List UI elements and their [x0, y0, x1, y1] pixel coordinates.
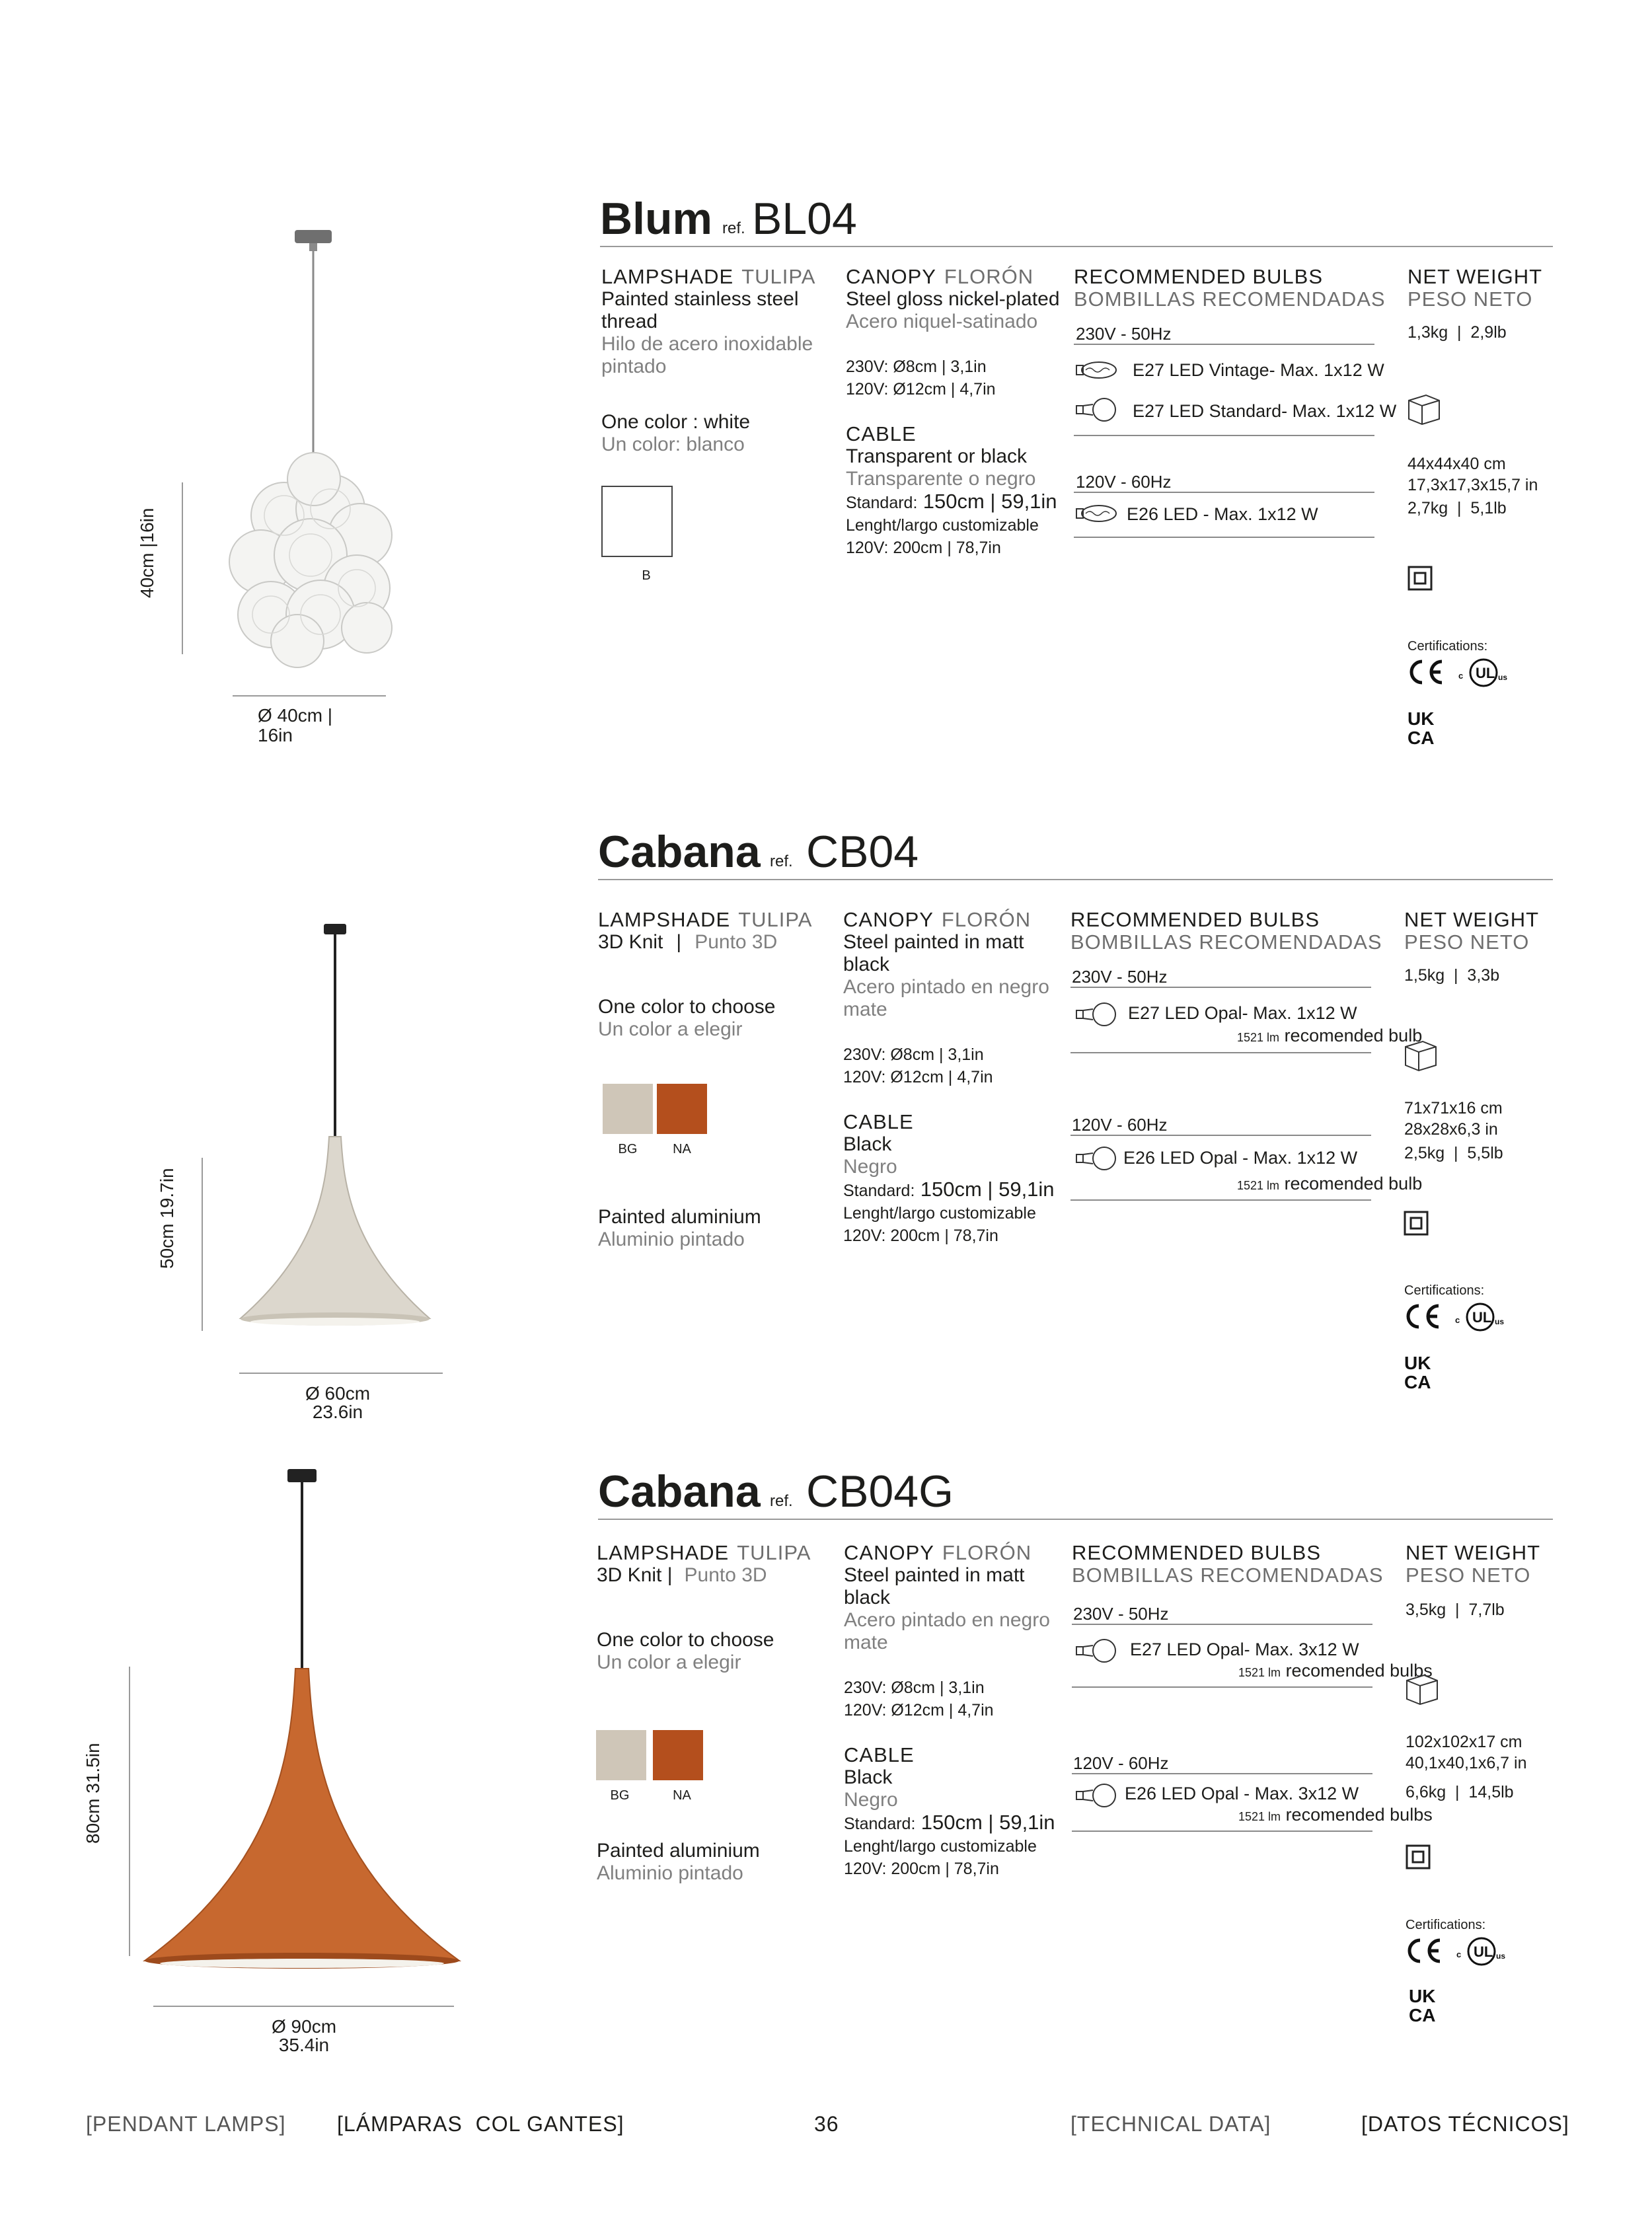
canopy-heading: CANOPY FLORÓN — [846, 265, 1034, 288]
svg-text:CA: CA — [1409, 2005, 1436, 2024]
lampshade-knit: 3D Knit | Punto 3D — [598, 931, 778, 953]
cable-es: Negro — [843, 1156, 897, 1178]
height-dimension-label: 50cm 19.7in — [157, 1168, 177, 1269]
cable-en: Black — [843, 1133, 892, 1155]
box-dimensions-in: 28x28x6,3 in — [1404, 1120, 1498, 1139]
standard-bulb-icon — [1074, 396, 1119, 423]
cable-custom: Lenght/largo customizable — [846, 516, 1039, 535]
bulb-230-0-note: 1521 lm recomended bulb — [1237, 1026, 1423, 1045]
standard-bulb-icon — [1074, 1145, 1119, 1172]
lampshade-column — [598, 909, 829, 1041]
canopy-material-es: Acero niquel-satinado — [846, 311, 1038, 332]
canopy-size-120: 120V: Ø12cm | 4,7in — [844, 1701, 994, 1719]
color-swatch-bg[interactable] — [596, 1730, 646, 1780]
product-ref-code: CB04G — [806, 1466, 954, 1517]
ul-mark-icon — [1455, 1936, 1508, 1967]
cabana-cb04-lamp-illustration — [231, 919, 449, 1341]
canopy-column — [844, 1542, 1062, 1880]
certifications-label: Certifications: — [1404, 1283, 1485, 1298]
bulb-230-1: E27 LED Standard- Max. 1x12 W — [1133, 401, 1397, 421]
bulb-120-0-note: 1521 lm recomended bulb — [1237, 1174, 1423, 1193]
gross-weight: 2,5kg | 5,5lb — [1404, 1144, 1503, 1162]
canopy-size-230: 230V: Ø8cm | 3,1in — [846, 358, 987, 376]
box-icon — [1406, 390, 1442, 426]
box-dimensions-in: 17,3x17,3x15,7 in — [1408, 476, 1538, 494]
bulbs-heading: RECOMMENDED BULBS — [1072, 1541, 1321, 1564]
class-ii-icon — [1404, 1211, 1429, 1236]
lampshade-knit: 3D Knit | Punto 3D — [597, 1564, 767, 1586]
voltage-230: 230V - 50Hz — [1073, 1604, 1169, 1624]
canopy-material-en: Steel painted in matt black — [843, 931, 1024, 975]
height-dimension-line — [129, 1667, 130, 1956]
cable-heading: CABLE — [846, 422, 917, 445]
bulb-230-0-note: 1521 lm recomended bulbs — [1238, 1661, 1433, 1680]
voltage-230: 230V - 50Hz — [1072, 967, 1168, 987]
canopy-material-en: Steel painted in matt black — [844, 1564, 1025, 1608]
bulb-120-0-note: 1521 lm recomended bulbs — [1238, 1805, 1433, 1825]
cabana-cb04g-lamp-illustration — [142, 1464, 472, 1979]
swatch-label-bg: BG — [618, 1142, 638, 1156]
ce-mark-icon — [1403, 1302, 1444, 1331]
canopy-material-es: Acero pintado en negro mate — [843, 976, 1049, 1020]
inner-material: Painted aluminium Aluminio pintado — [598, 1206, 761, 1250]
cable-heading: CABLE — [843, 1110, 914, 1133]
bulb-230-0: E27 LED Opal- Max. 1x12 W — [1128, 1003, 1357, 1023]
cable-heading: CABLE — [844, 1743, 915, 1766]
ce-mark-icon — [1404, 1936, 1445, 1965]
svg-text:UL: UL — [1474, 1944, 1493, 1960]
weight-heading-es: PESO NETO — [1408, 287, 1533, 311]
product-title-row — [600, 193, 1553, 247]
bulb-230-0: E27 LED Vintage- Max. 1x12 W — [1133, 360, 1384, 380]
cable-es: Negro — [844, 1789, 898, 1811]
bulbs-heading-es: BOMBILLAS RECOMENDADAS — [1074, 287, 1386, 311]
inner-material: Painted aluminium Aluminio pintado — [597, 1840, 760, 1884]
weight-heading-es: PESO NETO — [1406, 1564, 1531, 1587]
weight-heading: NET WEIGHT — [1408, 265, 1543, 288]
product-title-row — [598, 1466, 1553, 1520]
canopy-heading: CANOPY FLORÓN — [843, 908, 1032, 931]
svg-text:UK: UK — [1404, 1353, 1431, 1373]
cable-en: Transparent or black — [846, 445, 1028, 467]
ref-label: ref. — [770, 1492, 793, 1510]
certifications-label: Certifications: — [1408, 639, 1488, 654]
diameter-dimension-line — [233, 695, 386, 697]
class-ii-icon — [1406, 1844, 1431, 1869]
diameter-dimension-label: Ø 40cm | 16in — [258, 705, 333, 745]
gross-weight: 6,6kg | 14,5lb — [1406, 1783, 1514, 1801]
box-icon — [1403, 1036, 1439, 1072]
canopy-size-120: 120V: Ø12cm | 4,7in — [843, 1068, 993, 1086]
standard-bulb-icon — [1074, 1782, 1119, 1809]
ce-mark-icon — [1406, 658, 1447, 687]
voltage-120: 120V - 60Hz — [1076, 472, 1172, 492]
blum-lamp-illustration — [198, 225, 423, 674]
product-name: Blum — [600, 194, 712, 244]
cable-custom: Lenght/largo customizable — [843, 1204, 1036, 1223]
product-ref-code: BL04 — [752, 194, 857, 244]
lampshade-material-en: Painted stainless steel thread — [601, 288, 799, 332]
voltage-120: 120V - 60Hz — [1073, 1753, 1169, 1773]
weight-column — [1406, 1542, 1604, 1587]
footer-technical-es: [DATOS TÉCNICOS] — [1361, 2112, 1569, 2136]
bulbs-column — [1074, 266, 1391, 311]
cable-custom: Lenght/largo customizable — [844, 1837, 1037, 1856]
ref-label: ref. — [722, 219, 745, 237]
vintage-bulb-icon — [1074, 360, 1119, 380]
cable-standard: Standard: 150cm | 59,1in — [843, 1178, 1055, 1201]
lampshade-column — [597, 1542, 828, 1674]
bulbs-column — [1072, 1542, 1389, 1587]
lampshade-material-es: Hilo de acero inoxidable pintado — [601, 333, 813, 377]
product-name: Cabana — [598, 1466, 761, 1517]
bulb-120-0: E26 LED Opal - Max. 1x12 W — [1123, 1148, 1358, 1168]
bulb-120-0: E26 LED Opal - Max. 3x12 W — [1125, 1784, 1359, 1803]
color-info-es: Un color: blanco — [601, 434, 745, 455]
color-swatch-b[interactable] — [601, 486, 673, 557]
box-icon — [1404, 1670, 1440, 1706]
svg-text:us: us — [1495, 1317, 1505, 1326]
canopy-size-120: 120V: Ø12cm | 4,7in — [846, 380, 996, 398]
voltage-230: 230V - 50Hz — [1076, 324, 1172, 344]
height-dimension-label: 40cm |16in — [137, 508, 157, 598]
product-ref-code: CB04 — [806, 827, 919, 877]
color-swatch-bg[interactable] — [603, 1084, 653, 1134]
ukca-mark-icon — [1406, 707, 1443, 747]
color-info-es: Un color a elegir — [598, 1018, 743, 1040]
lampshade-heading: LAMPSHADE TULIPA — [598, 908, 813, 931]
swatch-label-na: NA — [673, 1142, 691, 1156]
bulbs-heading-es: BOMBILLAS RECOMENDADAS — [1070, 930, 1382, 954]
bulbs-column — [1070, 909, 1388, 954]
ul-mark-icon — [1457, 658, 1510, 688]
color-info-en: One color to choose — [598, 996, 776, 1018]
lampshade-heading: LAMPSHADE TULIPA — [597, 1541, 811, 1564]
footer-technical-en: [TECHNICAL DATA] — [1070, 2112, 1271, 2136]
svg-text:us: us — [1498, 673, 1508, 682]
svg-text:c: c — [1455, 1315, 1460, 1325]
standard-bulb-icon — [1074, 1638, 1119, 1664]
weight-heading: NET WEIGHT — [1406, 1541, 1541, 1564]
svg-text:us: us — [1496, 1951, 1506, 1961]
product-name: Cabana — [598, 827, 761, 877]
bulb-120-0: E26 LED - Max. 1x12 W — [1127, 504, 1318, 524]
certifications-label: Certifications: — [1406, 1918, 1486, 1932]
box-dimensions-cm: 44x44x40 cm — [1408, 455, 1506, 473]
svg-text:UK: UK — [1408, 708, 1435, 729]
bulbs-heading: RECOMMENDED BULBS — [1074, 265, 1323, 288]
color-info-en: One color to choose — [597, 1629, 774, 1651]
height-dimension-line — [202, 1158, 203, 1331]
svg-text:c: c — [1458, 671, 1464, 681]
color-swatch-na[interactable] — [653, 1730, 703, 1780]
diameter-dimension-line — [239, 1373, 443, 1374]
swatch-label-bg: BG — [610, 1788, 630, 1803]
bulbs-heading-es: BOMBILLAS RECOMENDADAS — [1072, 1564, 1384, 1587]
ul-mark-icon — [1454, 1302, 1507, 1332]
cable-standard: Standard: 150cm | 59,1in — [844, 1811, 1055, 1834]
diameter-dimension-label: Ø 90cm 35.4in — [271, 2016, 337, 2055]
swatch-label-na: NA — [673, 1788, 691, 1803]
weight-column — [1404, 909, 1602, 954]
canopy-size-230: 230V: Ø8cm | 3,1in — [843, 1045, 984, 1064]
height-dimension-label: 80cm 31.5in — [83, 1743, 103, 1844]
ukca-mark-icon — [1403, 1351, 1440, 1391]
net-weight: 3,5kg | 7,7lb — [1406, 1601, 1505, 1619]
svg-text:c: c — [1456, 1949, 1462, 1959]
cable-es: Transparente o negro — [846, 468, 1036, 490]
color-info-es: Un color a elegir — [597, 1651, 741, 1673]
canopy-material-en: Steel gloss nickel-plated — [846, 288, 1060, 310]
canopy-size-230: 230V: Ø8cm | 3,1in — [844, 1679, 985, 1697]
cable-120: 120V: 200cm | 78,7in — [846, 539, 1001, 557]
svg-text:UL: UL — [1476, 665, 1495, 681]
voltage-120: 120V - 60Hz — [1072, 1115, 1168, 1135]
vintage-bulb-icon — [1074, 504, 1119, 523]
canopy-material-es: Acero pintado en negro mate — [844, 1609, 1050, 1653]
color-info-en: One color : white — [601, 411, 751, 433]
svg-text:CA: CA — [1408, 728, 1435, 747]
box-dimensions-cm: 71x71x16 cm — [1404, 1099, 1503, 1117]
diameter-dimension-line — [153, 2006, 454, 2007]
footer-section-es: [LÁMPARAS COL GANTES] — [337, 2112, 624, 2136]
ukca-mark-icon — [1408, 1984, 1445, 2024]
weight-heading-es: PESO NETO — [1404, 930, 1530, 954]
page-number: 36 — [814, 2112, 839, 2136]
weight-heading: NET WEIGHT — [1404, 908, 1540, 931]
net-weight: 1,5kg | 3,3b — [1404, 966, 1500, 985]
gross-weight: 2,7kg | 5,1lb — [1408, 499, 1507, 517]
svg-text:CA: CA — [1404, 1372, 1431, 1391]
cable-en: Black — [844, 1766, 893, 1788]
canopy-column — [843, 909, 1061, 1247]
standard-bulb-icon — [1074, 1001, 1119, 1028]
weight-column — [1408, 266, 1606, 311]
svg-text:UL: UL — [1472, 1309, 1492, 1326]
diameter-dimension-label: Ø 60cm 23.6in — [305, 1383, 371, 1422]
swatch-label-b: B — [642, 568, 651, 583]
color-swatch-na[interactable] — [657, 1084, 707, 1134]
cable-standard: Standard: 150cm | 59,1in — [846, 490, 1057, 513]
canopy-column — [846, 266, 1064, 559]
bulbs-heading: RECOMMENDED BULBS — [1070, 908, 1320, 931]
cable-120: 120V: 200cm | 78,7in — [844, 1860, 999, 1878]
net-weight: 1,3kg | 2,9lb — [1408, 323, 1507, 342]
footer-section-en: [PENDANT LAMPS] — [86, 2112, 286, 2136]
bulb-230-0: E27 LED Opal- Max. 3x12 W — [1130, 1640, 1359, 1659]
class-ii-icon — [1408, 566, 1433, 591]
height-dimension-line — [182, 482, 183, 654]
canopy-heading: CANOPY FLORÓN — [844, 1541, 1032, 1564]
box-dimensions-in: 40,1x40,1x6,7 in — [1406, 1754, 1527, 1772]
svg-text:UK: UK — [1409, 1986, 1436, 2006]
lampshade-heading: LAMPSHADE TULIPA — [601, 265, 816, 288]
cable-120: 120V: 200cm | 78,7in — [843, 1227, 998, 1245]
lampshade-column — [601, 266, 833, 456]
product-title-row — [598, 826, 1553, 880]
box-dimensions-cm: 102x102x17 cm — [1406, 1733, 1522, 1751]
ref-label: ref. — [770, 852, 793, 870]
